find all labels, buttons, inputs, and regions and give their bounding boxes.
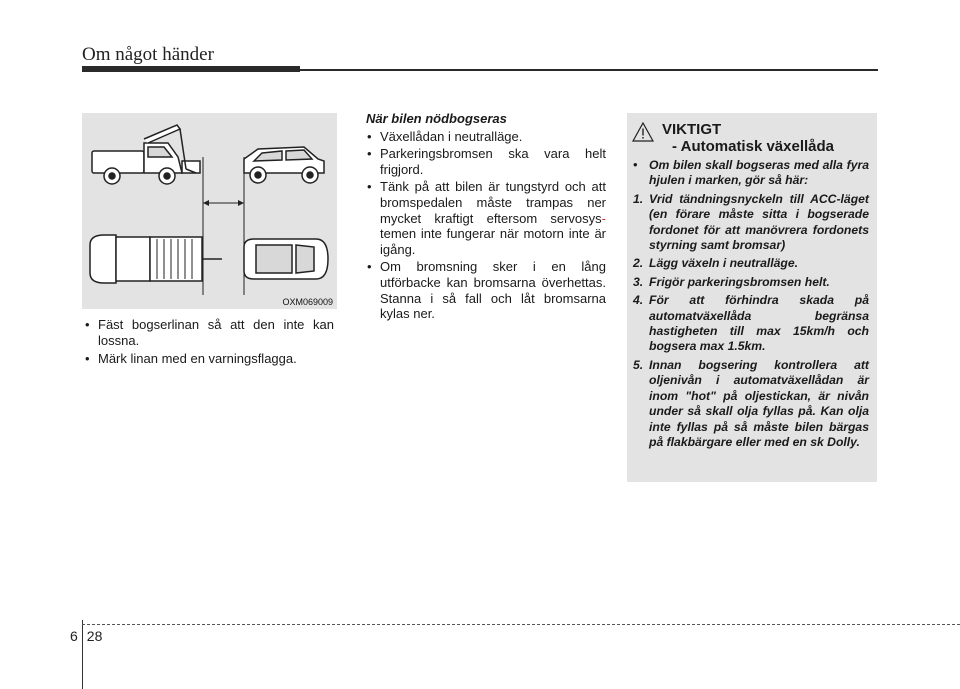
warning-title bbox=[662, 121, 834, 155]
towed-suv-side bbox=[244, 147, 324, 183]
header-rule bbox=[300, 69, 878, 71]
left-instructions bbox=[82, 317, 334, 369]
warning-item bbox=[633, 293, 869, 355]
list-item: • Parkeringsbromsen ska vara helt frigjord. bbox=[364, 146, 606, 177]
list-item-continuation: temen inte fungerar när motorn inte är igång. bbox=[380, 226, 606, 257]
item-text: För att förhindra skada på automatväxellåda begränsa hastigheten till max 15km/h och bogsera max 1.5km. bbox=[649, 293, 869, 354]
list-item: • Växellådan i neutralläge. bbox=[364, 129, 606, 145]
warning-item bbox=[633, 256, 869, 271]
item-text: Vrid tändningsnyckeln till ACC-läget (en förare måste sitta i bogserade fordonet för att manövrera fordonets styrning samt bromsar) bbox=[649, 191, 869, 253]
warning-item bbox=[633, 192, 869, 254]
emergency-tow-section bbox=[364, 111, 606, 324]
item-text: Lägg växeln i neutralläge. bbox=[649, 256, 799, 271]
warning-title-line2: - Automatisk växellåda bbox=[672, 138, 835, 155]
warning-item bbox=[633, 358, 869, 450]
item-text: Innan bogsering kontrollera att oljenivån i automatväxellådan är inom "hot" på oljestickan, är nivån under så skall olja fyllas på. Kan olja inte fyllas på så måste bilen bärgas på flakbärgare eller med en sk Dolly. bbox=[649, 357, 869, 449]
header-bar bbox=[82, 66, 300, 72]
warning-body bbox=[633, 158, 869, 453]
section-heading: När bilen nödbogseras bbox=[366, 111, 507, 126]
item-marker: 4. bbox=[633, 293, 644, 308]
warning-item bbox=[633, 158, 869, 189]
hyphen-mark: - bbox=[601, 210, 606, 226]
tow-truck-diagram bbox=[82, 113, 337, 309]
item-marker: 5. bbox=[633, 357, 644, 372]
list-item: • Fäst bogserlinan så att den inte kan lossna. bbox=[82, 317, 334, 349]
list-item: • Om bromsning sker i en lång utförbacke kan bromsarna överhettas. Stanna i så fall och låt bromsarna kylas ner. bbox=[364, 259, 606, 321]
list-item-text: Tänk på att bilen är tungstyrd och att bromspedalen måste trampas ner mycket kraftigt eftersom servosys- bbox=[380, 179, 606, 226]
warning-item bbox=[633, 275, 869, 290]
page-number bbox=[70, 628, 102, 644]
warning-title-line1: VIKTIGT bbox=[662, 121, 722, 138]
item-marker: 3. bbox=[633, 274, 644, 289]
item-marker: • bbox=[633, 158, 638, 172]
item-marker: 2. bbox=[633, 256, 644, 271]
towed-suv-top bbox=[244, 239, 328, 279]
figure-code: OXM069009 bbox=[282, 297, 333, 307]
item-text: Om bilen skall bogseras med alla fyra hjulen i marken, gör så här: bbox=[649, 158, 869, 188]
chapter-number: 6 bbox=[70, 628, 78, 644]
tow-truck-top bbox=[90, 235, 222, 283]
tow-truck-side bbox=[92, 125, 200, 184]
warning-triangle-icon bbox=[632, 122, 654, 142]
list-item bbox=[364, 179, 606, 257]
page-header-title: Om något händer bbox=[82, 44, 214, 65]
item-text: Frigör parkeringsbromsen helt. bbox=[649, 274, 830, 289]
page-number-value: 28 bbox=[86, 628, 103, 644]
list-item: • Märk linan med en varningsflagga. bbox=[82, 351, 334, 367]
tow-illustration bbox=[82, 113, 337, 309]
item-marker: 1. bbox=[633, 191, 644, 206]
footer-rule bbox=[82, 624, 960, 625]
warning-box bbox=[627, 113, 877, 482]
